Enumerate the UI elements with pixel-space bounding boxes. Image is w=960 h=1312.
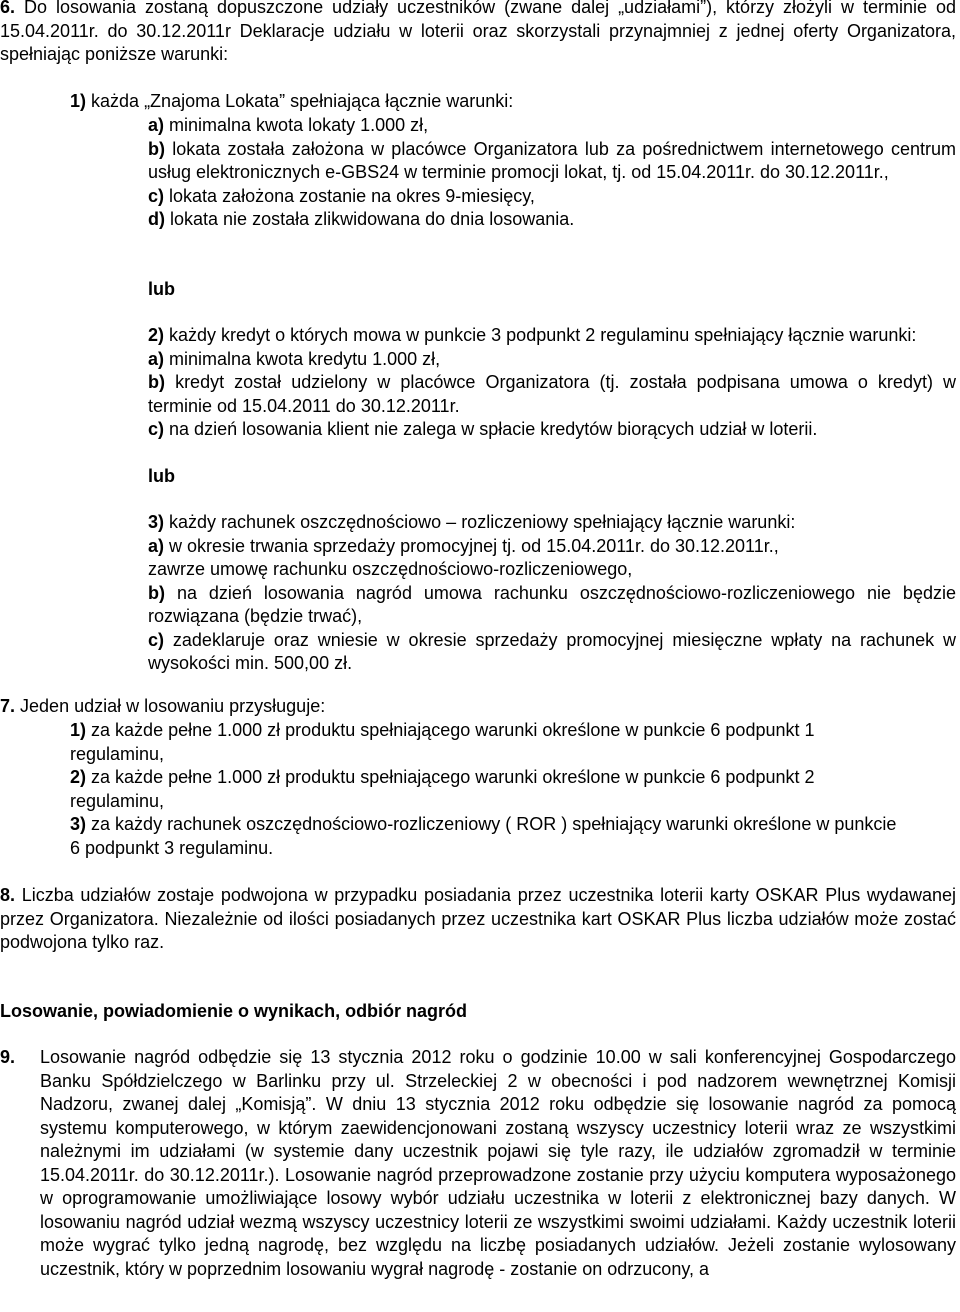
paragraph-number: 8. <box>0 885 16 905</box>
item-text: na dzień losowania nagród umowa rachunku oszczędnościowo-rozliczeniowego nie będzie rozwiązana (będzie trwać), <box>148 582 956 626</box>
or-separator-2: lub <box>148 466 175 486</box>
item-text: minimalna kwota kredytu 1.000 zł, <box>169 348 441 369</box>
paragraph-6 <box>0 0 956 67</box>
item-text: lokata założona zostanie na okres 9-miesięcy, <box>169 185 535 206</box>
condition-item-b <box>148 138 956 185</box>
condition-text: każda „Znajoma Lokata” spełniająca łącznie warunki: <box>91 91 514 111</box>
condition-text: każdy rachunek oszczędnościowo – rozliczeniowy spełniający łącznie warunki: <box>169 512 796 532</box>
paragraph-9 <box>0 1046 956 1281</box>
item-label: 1) <box>70 720 87 740</box>
paragraph-text: Losowanie nagród odbędzie się 13 stycznia 2012 roku o godzinie 10.00 w sali konferencyjnej Gospodarczego Banku Spółdzielczego w Barlinku przy ul. Strzeleckiej 2 w obecności i pod nadzorem wewnętrznej Komisji Nadzoru, zwanej dalej „Komisją”. W dniu 13 stycznia 2012 roku odbędzie się losowanie nagród za pomocą systemu komputerowego, w którym zaewidencjonowani zostaną wszyscy uczestnicy loterii wraz ze wszystkimi należnymi im udziałami (w systemie dany uczestnik pojawi się tyle razy, ile udziałów zgromadził w terminie 15.04.2011r. do 30.12.2011r.). Losowanie nagród przeprowadzone zostanie przy użyciu komputera wyposażonego w oprogramowanie umożliwiające losowy wybór udziału uczestnika w loterii z elektronicznej bazy danych. W losowaniu nagród udział wezmą wszyscy uczestnicy loterii ze wszystkimi swoimi udziałami. Każdy uczestnik loterii może wygrać tylko jedną nagrodę, bez względu na liczbę posiadanych udziałów. Jeżeli zostanie wylosowany uczestnik, który w poprzednim losowaniu wygrał nagrodę - zostanie on odrzucony, a <box>40 1047 956 1279</box>
section-heading: Losowanie, powiadomienie o wynikach, odbiór nagród <box>0 1001 468 1021</box>
paragraph-number: 6. <box>0 0 16 17</box>
item-label: b) <box>148 582 165 603</box>
condition-item-a <box>148 348 956 372</box>
condition-item-c <box>148 418 956 442</box>
condition-3 <box>148 511 956 676</box>
item-text: za każde pełne 1.000 zł produktu spełniającego warunki określone w punkcie 6 podpunkt 1 regulaminu, <box>70 720 815 764</box>
list-item <box>70 813 900 860</box>
condition-number: 1) <box>70 91 87 111</box>
paragraph-number: 7. <box>0 696 16 716</box>
paragraph-text: Do losowania zostaną dopuszczone udziały uczestników (zwane dalej „udziałami”), którzy złożyli w terminie od 15.04.2011r. do 30.12.2011r Deklaracje udziału w loterii oraz skorzystali przynajmniej z jednej oferty Organizatora, spełniając poniższe warunki: <box>0 0 956 64</box>
list-item <box>70 766 900 813</box>
item-text: lokata została założona w placówce Organizatora lub za pośrednictwem internetowego centrum usług elektronicznych e-GBS24 w terminie promocji lokat, tj. od 15.04.2011r. do 30.12.2011r., <box>148 138 956 182</box>
condition-1 <box>70 90 956 114</box>
condition-item-a <box>148 535 956 559</box>
item-label: 3) <box>70 814 87 834</box>
item-text: na dzień losowania klient nie zalega w spłacie kredytów biorących udział w loterii. <box>169 419 818 439</box>
condition-item-c <box>148 185 956 209</box>
paragraph-8 <box>0 884 956 955</box>
item-text: w okresie trwania sprzedaży promocyjnej tj. od 15.04.2011r. do 30.12.2011r., <box>169 535 779 556</box>
item-label: a) <box>148 115 165 135</box>
item-text: kredyt został udzielony w placówce Organizatora (tj. została podpisana umowa o kredyt) w terminie od 15.04.2011 do 30.12.2011r. <box>148 372 956 416</box>
condition-number: 2) <box>148 325 165 345</box>
list-item <box>70 719 900 766</box>
condition-item-a <box>148 114 956 138</box>
item-text: minimalna kwota lokaty 1.000 zł, <box>169 115 429 135</box>
item-text: zadeklaruje oraz wniesie w okresie sprzedaży promocyjnej miesięczne wpłaty na rachunek w wysokości min. 500,00 zł. <box>148 629 956 673</box>
condition-item-d <box>148 208 956 232</box>
condition-number: 3) <box>148 512 165 532</box>
condition-item-b <box>148 582 956 629</box>
paragraph-number: 9. <box>0 1047 16 1067</box>
item-label: d) <box>148 209 165 229</box>
condition-item-b <box>148 371 956 418</box>
item-label: b) <box>148 138 165 159</box>
item-label: c) <box>148 419 165 439</box>
paragraph-text: Jeden udział w losowaniu przysługuje: <box>20 696 326 716</box>
item-text: lokata nie została zlikwidowana do dnia losowania. <box>170 209 575 229</box>
item-label: c) <box>148 185 165 206</box>
condition-item-a-cont: zawrze umowę rachunku oszczędnościowo-rozliczeniowego, <box>148 559 633 579</box>
paragraph-7 <box>0 695 956 719</box>
item-label: a) <box>148 535 165 556</box>
item-text: za każdy rachunek oszczędnościowo-rozliczeniowy ( ROR ) spełniający warunki określone w punkcie 6 podpunkt 3 regulaminu. <box>70 814 897 858</box>
condition-text: każdy kredyt o których mowa w punkcie 3 podpunkt 2 regulaminu spełniający łącznie warunki: <box>169 325 917 345</box>
paragraph-text: Liczba udziałów zostaje podwojona w przypadku posiadania przez uczestnika loterii karty OSKAR Plus wydawanej przez Organizatora. Niezależnie od ilości posiadanych przez uczestnika kart OSKAR Plus liczba udziałów może zostać podwojona tylko raz. <box>0 885 956 952</box>
item-text: za każde pełne 1.000 zł produktu spełniającego warunki określone w punkcie 6 podpunkt 2 regulaminu, <box>70 767 815 811</box>
condition-1-items <box>148 114 956 232</box>
or-separator-1: lub <box>148 279 175 299</box>
item-label: 2) <box>70 767 87 787</box>
condition-heading <box>148 324 956 348</box>
item-label: c) <box>148 629 165 650</box>
paragraph-7-list <box>70 719 900 860</box>
condition-2 <box>148 324 956 442</box>
condition-heading <box>148 511 956 535</box>
item-label: a) <box>148 348 165 369</box>
condition-item-c <box>148 629 956 676</box>
item-label: b) <box>148 372 165 392</box>
